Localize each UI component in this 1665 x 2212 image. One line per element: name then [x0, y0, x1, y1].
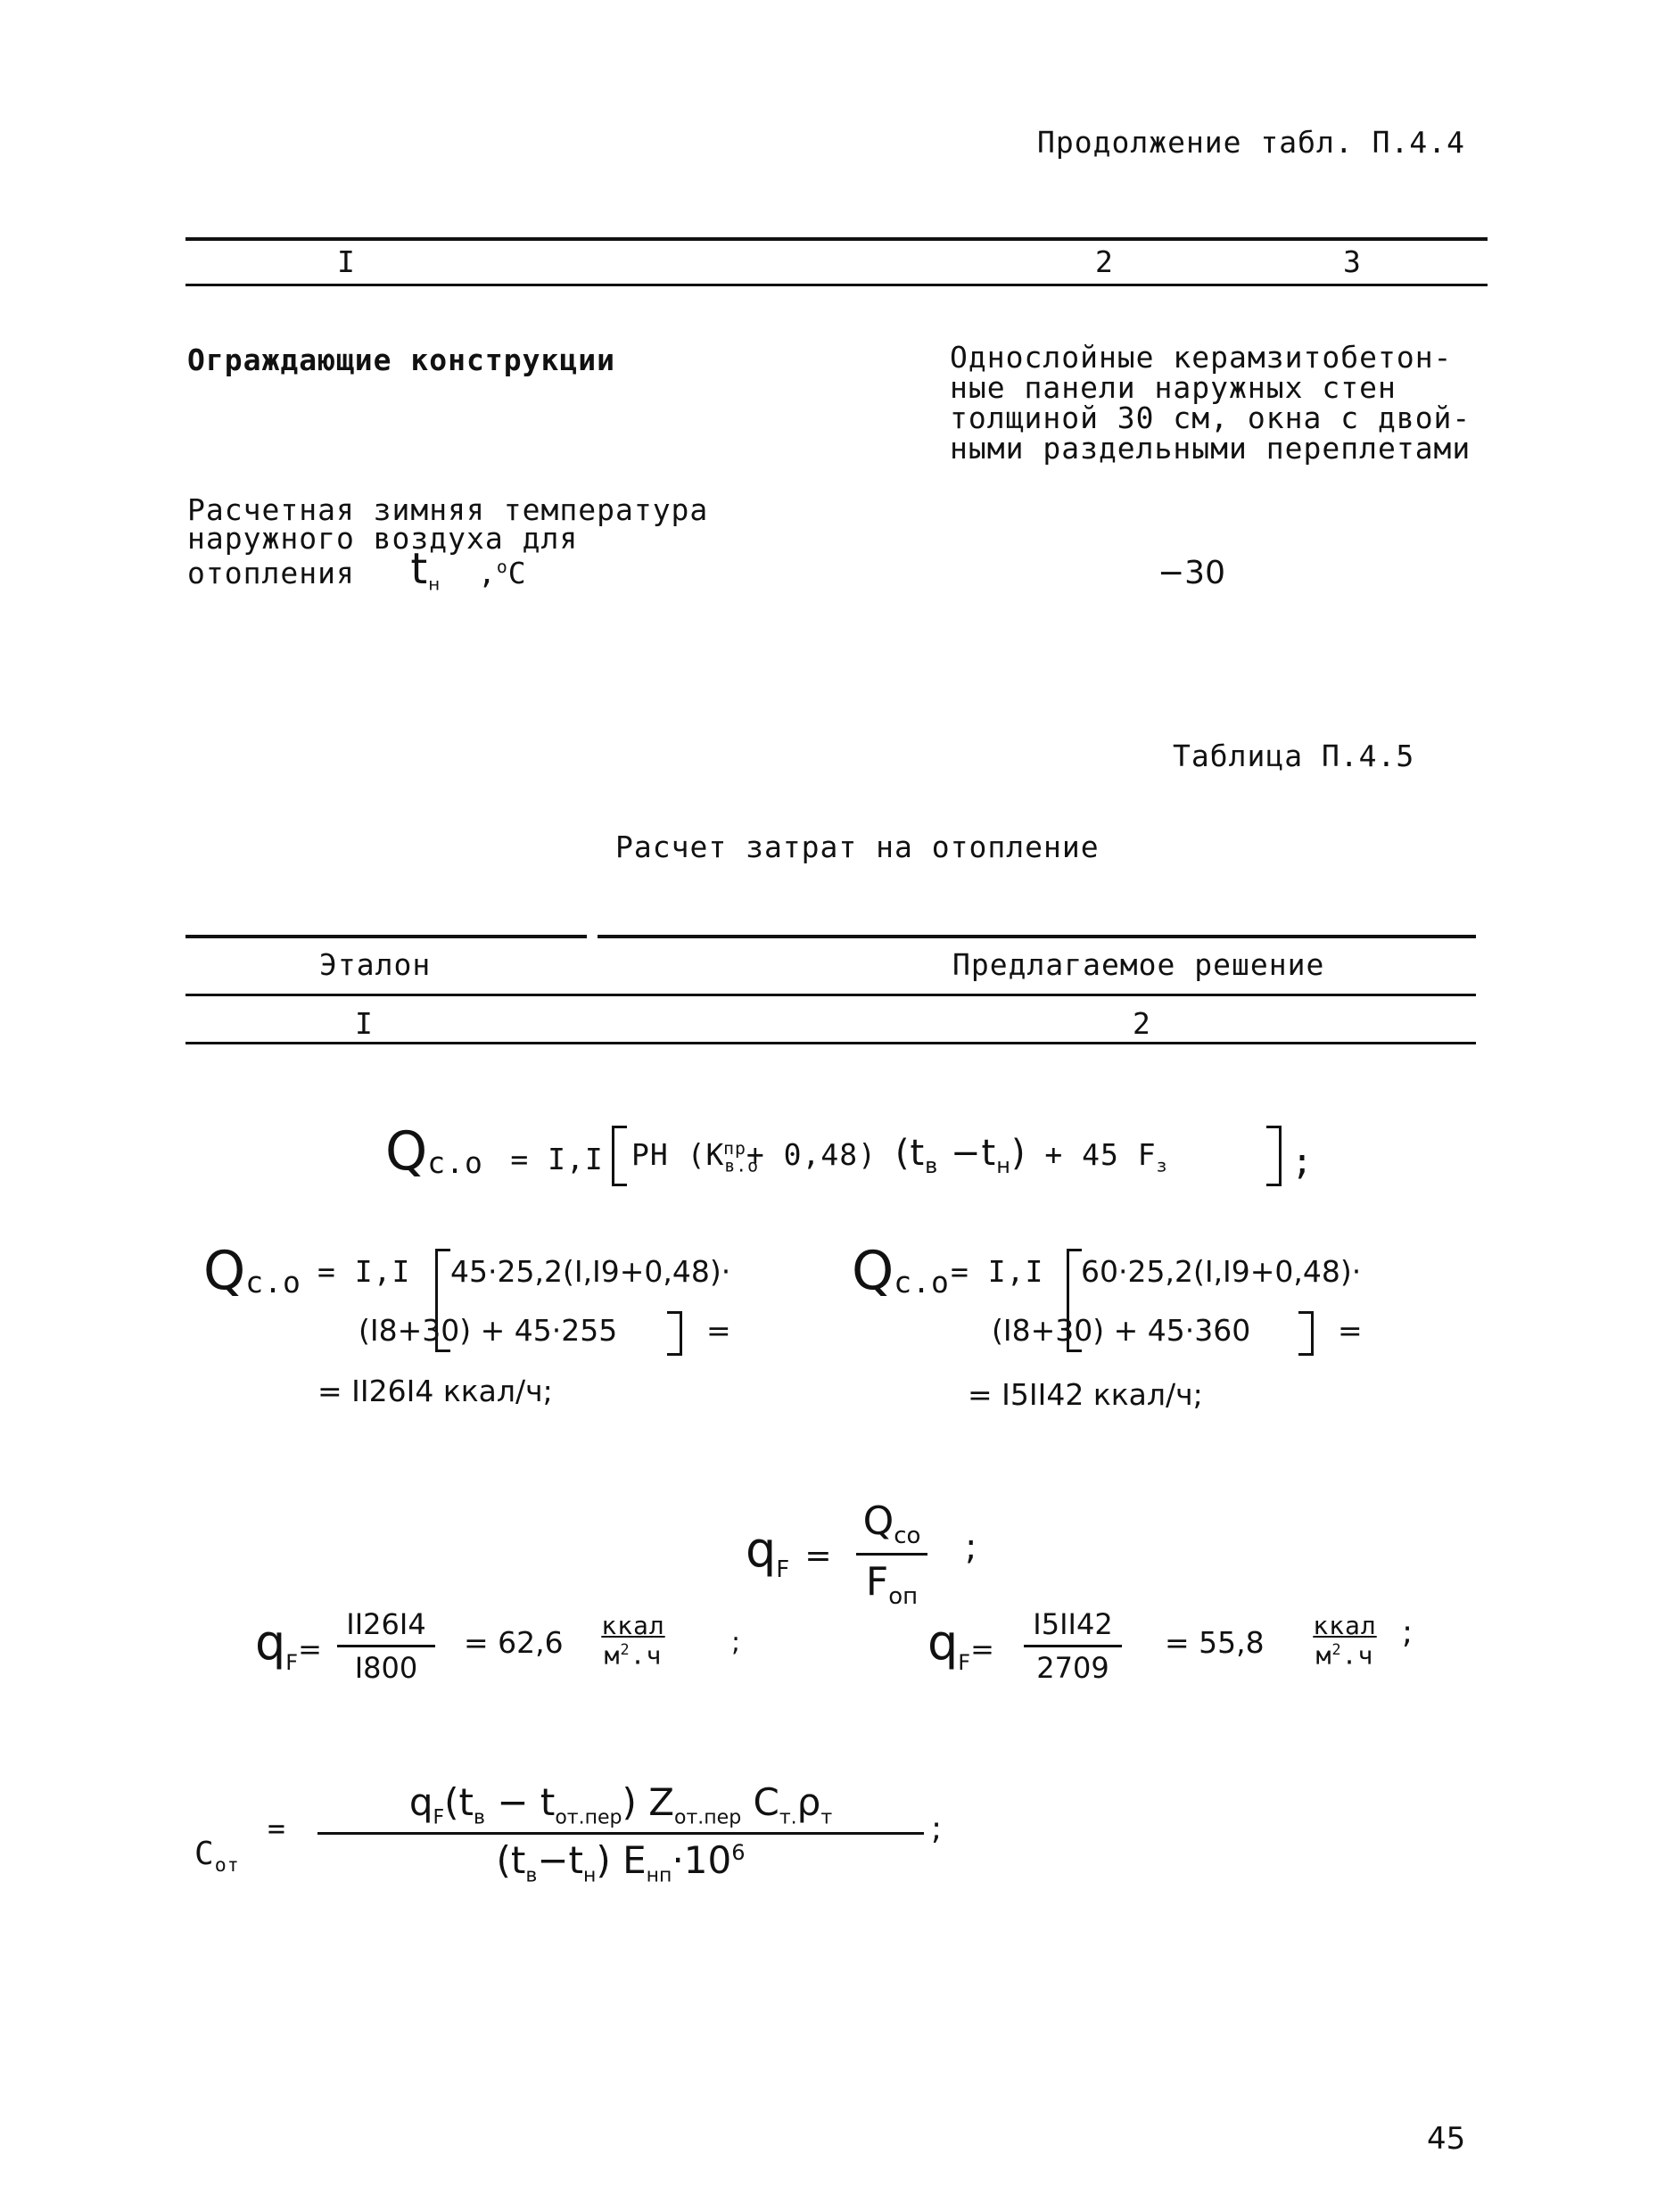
formula-general-heat: $Q_{с.о} = I,I$ [385, 1120, 604, 1183]
formula-qf-etalon-result: = 62,6 [464, 1625, 564, 1660]
table45-header-etalon: Эталон [319, 947, 432, 982]
table45-caption: Таблица П.4.5 [1173, 739, 1415, 773]
formula-cost-eq: = [268, 1811, 286, 1845]
formula-qf-lhs: $q_F$ = [746, 1522, 832, 1583]
symbol-t: t [410, 544, 429, 594]
table45-title: Расчет затрат на отопление [615, 830, 1100, 864]
table44-header-rule [185, 284, 1488, 286]
bracket-close [667, 1311, 682, 1356]
formula-qf-fraction: $Q_{со}$ $F_{оп}$ [856, 1498, 927, 1610]
formula-general-body: РН $(К_{в.о}^{пр}+ 0,48)$ $(t_в -t_н) + 45$ $F_з$ [631, 1133, 1168, 1178]
table44-top-rule [185, 237, 1488, 241]
table45-col-number: 2 [1133, 1006, 1151, 1041]
table44-row2-value: −30 [1158, 555, 1225, 591]
formula-qf-proposed-result: = 55,8 [1165, 1625, 1265, 1660]
bracket-close [1266, 1126, 1282, 1186]
formula-proposed-line1b: 60·25,2(I,I9+0,48)· [1081, 1254, 1362, 1289]
formula-proposed-line1: = I,I [951, 1254, 1044, 1289]
continuation-header: Продолжение табл. П.4.4 [1037, 125, 1465, 160]
formula-cost-fraction: $q_F(t_в - t_{от.пер})$ $Z_{от.пер}$ $С_{т.}\rho_т$ $(t_в-t_н)$ $E_{нп}\cdot 10^6$ [317, 1780, 924, 1887]
formula-qf-proposed-unit: ккал $м^2.ч$ [1313, 1611, 1377, 1671]
formula-qf-etalon-unit: ккал $м^2.ч$ [601, 1611, 665, 1671]
formula-qf-proposed-fraction: I5II42 2709 [1024, 1607, 1122, 1685]
formula-cost-lhs: $С_{от}$ [194, 1836, 240, 1878]
table45-header-proposed: Предлагаемое решение [952, 947, 1325, 982]
table45-header-rule [185, 994, 1476, 996]
table45-col-number: I [355, 1006, 374, 1041]
formula-etalon-line1b: 45·25,2(I,I9+0,48)· [450, 1254, 731, 1289]
formula-proposed-eq: = [1338, 1313, 1363, 1348]
formula-proposed-line2: (I8+30) + 45·360 [992, 1313, 1251, 1348]
table44-col-number: 2 [1095, 244, 1114, 279]
formula-qf-etalon-lhs: $q_F=$ [255, 1614, 322, 1675]
formula-etalon-result: = II26I4 ккал/ч; [317, 1374, 553, 1408]
table44-row1-label: Ограждающие конструкции [187, 343, 615, 377]
bracket-close [1298, 1311, 1314, 1356]
formula-etalon-eq: = [706, 1313, 731, 1348]
table45-top-rule-right [598, 935, 1476, 938]
table45-top-rule-left [185, 935, 587, 938]
formula-qf-proposed-end: ; [1402, 1614, 1414, 1651]
formula-etalon-line1: = I,I [317, 1254, 411, 1289]
table44-row1-value: Однослойные керамзитобетон- ные панели наружных стен толщиной 30 см, окна с двой- ными раздельными переплетами [950, 340, 1471, 466]
formula-proposed-result: = I5II42 ккал/ч; [968, 1377, 1203, 1412]
formula-qf-end: ; [965, 1527, 977, 1568]
formula-cost-end: ; [931, 1811, 943, 1847]
formula-qf-etalon-fraction: II26I4 I800 [337, 1607, 435, 1685]
table44-col-number: 3 [1343, 244, 1362, 279]
formula-qf-proposed-lhs: $q_F=$ [927, 1614, 994, 1675]
bracket-open [612, 1126, 627, 1186]
page-number: 45 [1427, 2121, 1466, 2157]
formula-proposed-q: $Q_{с.о}$ [852, 1240, 950, 1302]
table44-row2-label: Расчетная зимняя температура наружного воздуха для отопления $t_н$ ,$^o$C [187, 492, 709, 595]
formula-general-end: ; [1291, 1142, 1315, 1183]
formula-etalon-line2: (I8+30) + 45·255 [359, 1313, 618, 1348]
table45-bottom-rule [185, 1042, 1476, 1044]
formula-qf-etalon-end: ; [731, 1627, 741, 1658]
formula-etalon-q: $Q_{с.о}$ [203, 1240, 301, 1302]
table44-col-number: I [337, 244, 356, 279]
